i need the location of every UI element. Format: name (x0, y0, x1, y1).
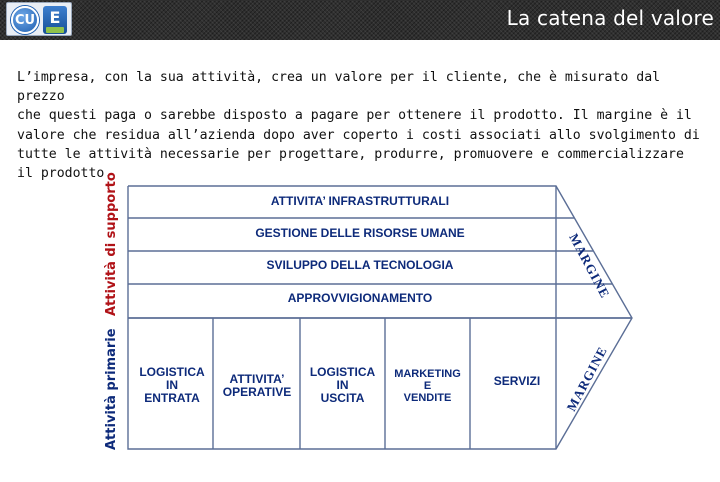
cu-logo-icon: CU (11, 6, 39, 34)
support-activity-infrastructure: ATTIVITA’ INFRASTRUTTURALI (270, 194, 450, 208)
margin-label-top: MARGINE (566, 230, 613, 301)
support-activities-label: Attività di supporto (104, 172, 119, 316)
support-activity-technology: SVILUPPO DELLA TECNOLOGIA (266, 258, 454, 272)
support-activity-procurement: APPROVVIGIONAMENTO (287, 291, 433, 305)
intro-paragraph: L’impresa, con la sua attività, crea un valore per il cliente, che è misurato dal prezzo che questi paga o sarebbe disposto a pagare per ottenere il prodotto. Il margine è il valore che residua all’azienda dopo aver coperto i costi associati allo svolgimento di tutte le attività necessarie per progettare, produrre, promuovere e commercializzare il prodotto. (17, 70, 700, 182)
e-logo-icon: E (43, 6, 67, 34)
primary-activity-outbound-logistics: LOGISTICA IN USCITA (309, 365, 376, 406)
primary-activity-operations: ATTIVITA’ OPERATIVE (222, 372, 292, 400)
primary-activities-label: Attività primarie (104, 328, 119, 450)
primary-activity-services: SERVIZI (493, 374, 541, 388)
primary-activity-marketing-sales: MARKETING E VENDITE (394, 368, 461, 405)
primary-activity-inbound-logistics: LOGISTICA IN ENTRATA (139, 365, 205, 406)
support-activity-hr: GESTIONE DELLE RISORSE UMANE (255, 226, 465, 240)
page-title: La catena del valore (506, 6, 714, 30)
margin-label-bottom: MARGINE (563, 343, 611, 414)
